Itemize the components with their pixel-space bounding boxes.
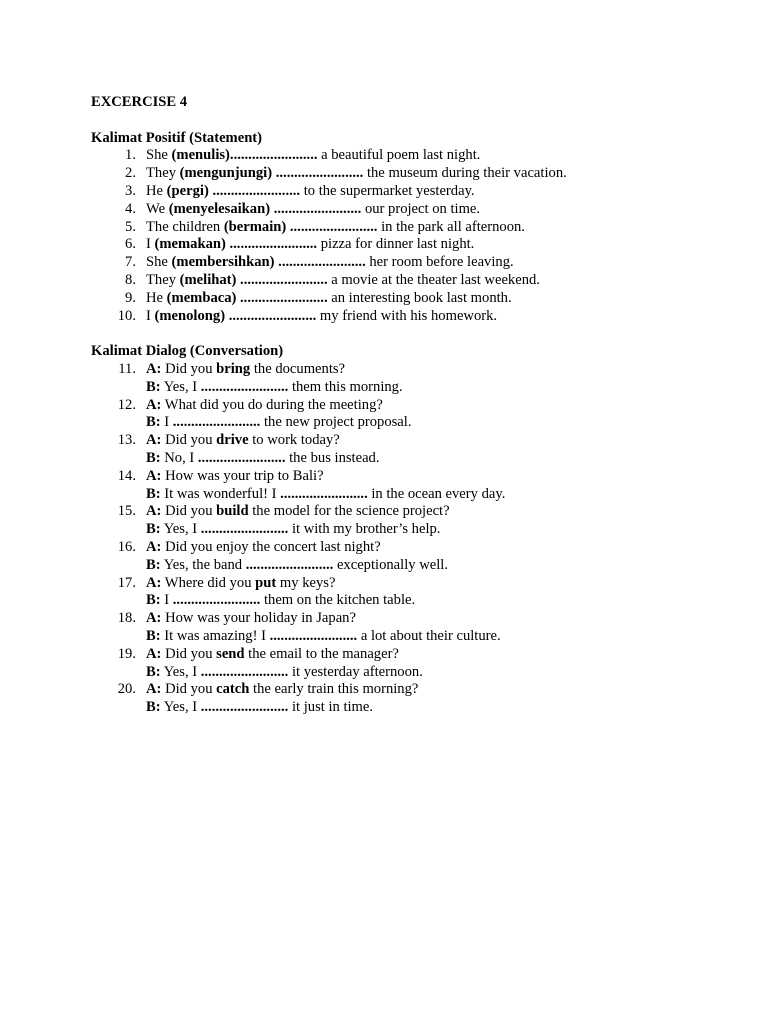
list-item — [91, 219, 768, 237]
dialog-text — [136, 503, 450, 539]
item-number — [91, 236, 136, 254]
statement-verb-hint: (membaca) — [166, 289, 237, 306]
item-number-text: 9. — [125, 289, 136, 306]
speaker-b-line — [146, 450, 380, 468]
answer-text: Yes, I — [163, 663, 201, 680]
speaker-b-line — [146, 664, 423, 682]
answer-rest: it with my brother’s help. — [288, 521, 441, 538]
statement-rest: a movie at the theater last weekend. — [327, 271, 540, 288]
question-verb: build — [216, 503, 249, 520]
answer-blank: ........................ — [172, 414, 261, 431]
item-number-text: 11. — [118, 360, 136, 377]
list-item — [91, 272, 768, 290]
item-number-text: 15. — [117, 503, 136, 520]
statement-verb-hint: (menulis) — [171, 147, 230, 164]
statement-rest: our project on time. — [361, 200, 481, 217]
answer-text: It was wonderful! I — [164, 485, 281, 502]
speaker-a-label: A: — [146, 432, 162, 449]
statement-text — [136, 254, 514, 272]
speaker-b-line — [146, 414, 412, 432]
answer-blank: ........................ — [269, 627, 358, 644]
statement-text — [136, 147, 480, 165]
statement-rest: pizza for dinner last night. — [317, 236, 475, 253]
dialog-text — [136, 610, 501, 646]
item-number — [91, 219, 136, 237]
item-number-text: 16. — [117, 538, 136, 555]
item-number — [91, 290, 136, 308]
answer-blank: ........................ — [236, 289, 328, 306]
list-item — [91, 539, 768, 575]
item-number-text: 6. — [125, 236, 136, 253]
statement-subject: I — [146, 307, 155, 324]
exercise-title: EXCERCISE 4 — [91, 94, 188, 110]
speaker-a-label: A: — [146, 645, 162, 662]
statement-verb-hint: (bermain) — [223, 218, 287, 235]
speaker-b-line — [146, 486, 505, 504]
dialog-text — [136, 681, 418, 717]
statement-text — [136, 290, 512, 308]
statement-subject: He — [146, 289, 167, 306]
speaker-b-line — [146, 628, 501, 646]
speaker-b-label: B: — [146, 485, 161, 502]
statement-verb-hint: (pergi) — [166, 182, 209, 199]
list-item — [91, 610, 768, 646]
list-item — [91, 432, 768, 468]
answer-blank: ........................ — [172, 592, 261, 609]
item-number — [91, 147, 136, 165]
speaker-a-line — [146, 503, 450, 521]
question-text: How was your trip to Bali? — [165, 467, 324, 484]
statement-subject: They — [146, 165, 180, 182]
question-verb: send — [216, 645, 245, 662]
answer-blank: ........................ — [245, 556, 334, 573]
item-number-text: 20. — [117, 681, 136, 698]
list-item — [91, 503, 768, 539]
statement-subject: The children — [146, 218, 224, 235]
statement-rest: my friend with his homework. — [316, 307, 498, 324]
item-number — [91, 468, 136, 504]
item-number — [91, 361, 136, 397]
list-item — [91, 254, 768, 272]
dialog-list — [91, 361, 768, 717]
list-item — [91, 183, 768, 201]
speaker-a-line — [146, 539, 448, 557]
speaker-a-label: A: — [146, 574, 162, 591]
answer-text: I — [164, 592, 173, 609]
answer-rest: it just in time. — [288, 699, 374, 716]
answer-blank: ........................ — [280, 485, 368, 502]
item-number — [91, 503, 136, 539]
answer-blank: ........................ — [229, 147, 318, 164]
item-number — [91, 183, 136, 201]
answer-rest: in the ocean every day. — [367, 485, 506, 502]
answer-text: Yes, I — [163, 521, 201, 538]
answer-text: It was amazing! I — [164, 627, 270, 644]
speaker-b-line — [146, 592, 415, 610]
dialog-text — [136, 646, 423, 682]
answer-text: No, I — [164, 449, 198, 466]
speaker-b-line — [146, 699, 418, 717]
statement-text — [136, 236, 474, 254]
item-number — [91, 254, 136, 272]
question-text: Where did you — [164, 574, 256, 591]
statement-text — [136, 165, 567, 183]
list-item — [91, 575, 768, 611]
answer-blank: ........................ — [200, 378, 289, 395]
statement-subject: I — [146, 236, 155, 253]
statement-verb-hint: (menolong) — [154, 307, 226, 324]
item-number — [91, 646, 136, 682]
question-text: How was your holiday in Japan? — [165, 610, 356, 627]
item-number — [91, 272, 136, 290]
dialog-text — [136, 432, 380, 468]
speaker-b-label: B: — [146, 699, 161, 716]
speaker-a-line — [146, 397, 412, 415]
dialog-text — [136, 361, 403, 397]
speaker-a-label: A: — [146, 538, 162, 555]
statement-text — [136, 308, 497, 326]
statement-subject: He — [146, 182, 167, 199]
list-item — [91, 290, 768, 308]
question-rest: the documents? — [250, 360, 346, 377]
speaker-a-line — [146, 432, 380, 450]
question-rest: to work today? — [248, 432, 340, 449]
answer-rest: exceptionally well. — [333, 556, 448, 573]
question-verb: bring — [216, 360, 251, 377]
speaker-a-line — [146, 468, 505, 486]
question-verb: put — [255, 574, 277, 591]
statement-rest: her room before leaving. — [365, 254, 514, 271]
question-text: What did you do during the meeting? — [164, 396, 383, 413]
speaker-a-label: A: — [146, 360, 162, 377]
positive-list — [91, 147, 768, 325]
answer-text: Yes, I — [163, 378, 201, 395]
statement-subject: They — [146, 271, 180, 288]
list-item — [91, 468, 768, 504]
speaker-a-line — [146, 610, 501, 628]
answer-rest: them this morning. — [288, 378, 403, 395]
item-number-text: 3. — [125, 182, 136, 199]
item-number-text: 7. — [125, 254, 136, 271]
speaker-a-label: A: — [146, 503, 162, 520]
speaker-a-label: A: — [146, 681, 162, 698]
statement-verb-hint: (membersihkan) — [171, 254, 275, 271]
item-number-text: 19. — [117, 645, 136, 662]
statement-text — [136, 272, 540, 290]
question-text: Did you — [165, 681, 217, 698]
question-text: Did you — [165, 360, 217, 377]
list-item — [91, 236, 768, 254]
item-number — [91, 575, 136, 611]
answer-blank: ........................ — [236, 271, 328, 288]
speaker-b-line — [146, 557, 448, 575]
item-number-text: 18. — [117, 610, 136, 627]
answer-blank: ........................ — [272, 165, 364, 182]
question-rest: my keys? — [276, 574, 336, 591]
answer-blank: ........................ — [200, 663, 289, 680]
statement-subject: She — [146, 147, 172, 164]
speaker-a-line — [146, 681, 418, 699]
speaker-b-label: B: — [146, 627, 161, 644]
speaker-b-label: B: — [146, 521, 161, 538]
question-verb: catch — [216, 681, 250, 698]
item-number-text: 10. — [117, 307, 136, 324]
statement-rest: a beautiful poem last night. — [317, 147, 481, 164]
item-number-text: 17. — [117, 574, 136, 591]
answer-blank: ........................ — [200, 521, 289, 538]
item-number-text: 12. — [117, 396, 136, 413]
item-number-text: 5. — [125, 218, 136, 235]
item-number — [91, 432, 136, 468]
question-rest: the model for the science project? — [248, 503, 450, 520]
speaker-a-label: A: — [146, 396, 162, 413]
speaker-a-line — [146, 646, 423, 664]
speaker-b-label: B: — [146, 556, 161, 573]
answer-blank: ........................ — [197, 449, 286, 466]
question-text: Did you — [165, 645, 217, 662]
answer-text: I — [164, 414, 173, 431]
speaker-a-label: A: — [146, 467, 162, 484]
statement-rest: to the supermarket yesterday. — [300, 182, 475, 199]
item-number-text: 14. — [117, 467, 136, 484]
speaker-b-label: B: — [146, 414, 161, 431]
answer-text: Yes, I — [163, 699, 201, 716]
question-text: Did you — [165, 503, 217, 520]
statement-text — [136, 183, 475, 201]
item-number-text: 8. — [125, 271, 136, 288]
answer-blank: ........................ — [208, 182, 301, 199]
statement-subject: We — [146, 200, 169, 217]
answer-blank: ........................ — [270, 200, 362, 217]
list-item — [91, 646, 768, 682]
statement-verb-hint: (memakan) — [154, 236, 226, 253]
statement-text — [136, 201, 480, 219]
item-number-text: 13. — [117, 432, 136, 449]
list-item — [91, 681, 768, 717]
answer-blank: ........................ — [200, 699, 289, 716]
list-item — [91, 397, 768, 433]
list-item — [91, 147, 768, 165]
item-number-text: 1. — [125, 147, 136, 164]
answer-rest: it yesterday afternoon. — [288, 663, 423, 680]
statement-verb-hint: (menyelesaikan) — [168, 200, 271, 217]
item-number — [91, 681, 136, 717]
speaker-b-label: B: — [146, 592, 161, 609]
statement-rest: in the park all afternoon. — [377, 218, 525, 235]
question-rest: the early train this morning? — [249, 681, 419, 698]
list-item — [91, 201, 768, 219]
statement-verb-hint: (mengunjungi) — [179, 165, 273, 182]
statement-subject: She — [146, 254, 172, 271]
item-number-text: 2. — [125, 165, 136, 182]
answer-text: Yes, the band — [163, 556, 246, 573]
answer-rest: a lot about their culture. — [357, 627, 501, 644]
speaker-a-line — [146, 361, 403, 379]
answer-blank: ........................ — [286, 218, 378, 235]
question-text: Did you enjoy the concert last night? — [165, 538, 381, 555]
item-number-text: 4. — [125, 200, 136, 217]
answer-rest: them on the kitchen table. — [260, 592, 416, 609]
dialog-text — [136, 539, 448, 575]
dialog-section-heading: Kalimat Dialog (Conversation) — [91, 343, 284, 360]
question-text: Did you — [165, 432, 217, 449]
item-number — [91, 397, 136, 433]
statement-verb-hint: (melihat) — [179, 271, 237, 288]
answer-blank: ........................ — [274, 254, 366, 271]
positive-section-heading: Kalimat Positif (Statement) — [91, 129, 263, 146]
item-number — [91, 610, 136, 646]
dialog-text — [136, 575, 415, 611]
answer-blank: ........................ — [225, 307, 317, 324]
answer-rest: the bus instead. — [285, 449, 380, 466]
item-number — [91, 539, 136, 575]
answer-rest: the new project proposal. — [260, 414, 412, 431]
answer-blank: ........................ — [225, 236, 318, 253]
speaker-b-line — [146, 521, 450, 539]
speaker-b-line — [146, 379, 403, 397]
list-item — [91, 308, 768, 326]
speaker-b-label: B: — [146, 663, 161, 680]
list-item — [91, 165, 768, 183]
speaker-a-label: A: — [146, 610, 162, 627]
speaker-b-label: B: — [146, 449, 161, 466]
item-number — [91, 308, 136, 326]
dialog-text — [136, 468, 505, 504]
speaker-a-line — [146, 575, 415, 593]
list-item — [91, 361, 768, 397]
statement-rest: the museum during their vacation. — [363, 165, 567, 182]
dialog-text — [136, 397, 412, 433]
statement-rest: an interesting book last month. — [327, 289, 512, 306]
statement-text — [136, 219, 525, 237]
item-number — [91, 165, 136, 183]
question-verb: drive — [216, 432, 249, 449]
item-number — [91, 201, 136, 219]
question-rest: the email to the manager? — [244, 645, 399, 662]
speaker-b-label: B: — [146, 378, 161, 395]
